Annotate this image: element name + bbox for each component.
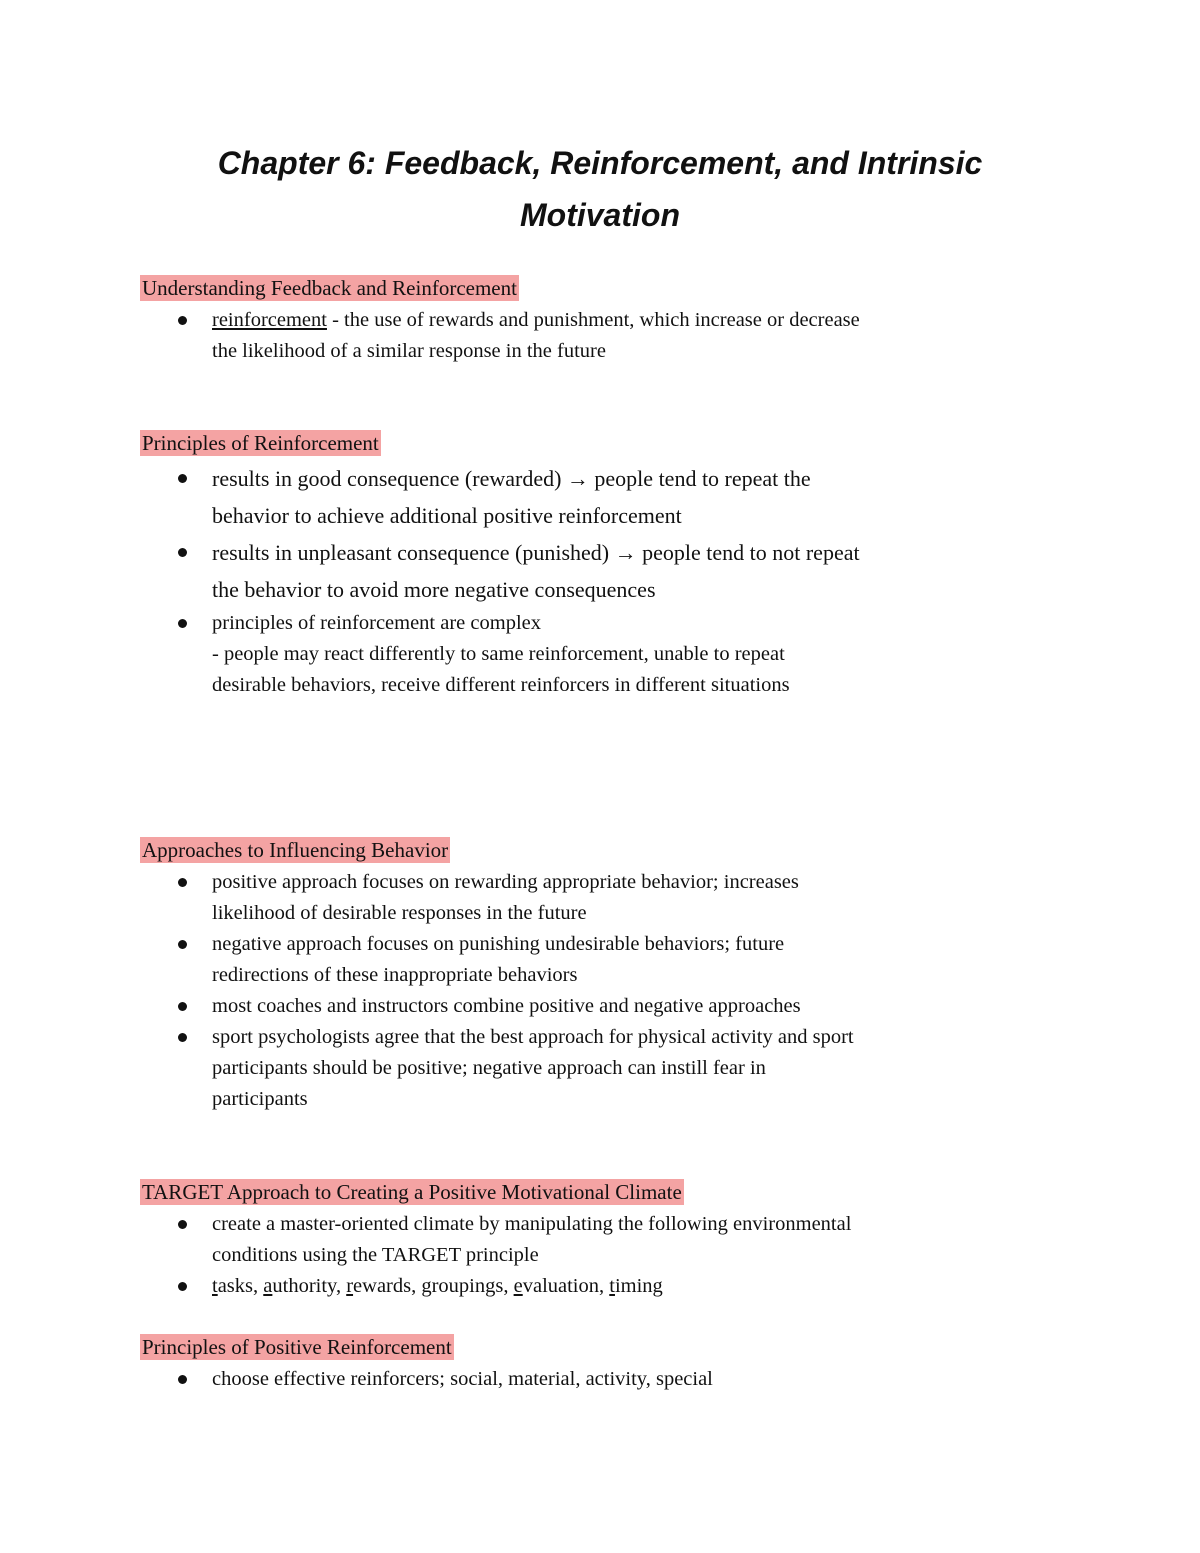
section-heading: Understanding Feedback and Reinforcement	[142, 276, 517, 300]
target-letter: g	[421, 1275, 432, 1297]
bullet-icon	[178, 1033, 187, 1042]
target-word-rest: asks	[217, 1275, 254, 1297]
target-word-authority	[263, 1275, 336, 1297]
bullet-icon	[178, 1282, 187, 1291]
section-target-approach	[140, 1179, 860, 1302]
target-word-rest: valuation	[522, 1275, 600, 1297]
list-item	[140, 929, 860, 991]
list-item	[140, 608, 860, 701]
title-line-1: Chapter 6: Feedback, Reinforcement, and Intrinsic	[217, 145, 983, 181]
bullet-list	[140, 867, 860, 1115]
bullet-icon	[178, 1220, 187, 1229]
target-word-timing	[609, 1275, 663, 1297]
list-item	[140, 305, 860, 367]
item-text: choose effective reinforcers; social, material, activity, special	[212, 1368, 713, 1390]
list-item	[140, 1022, 860, 1115]
document-title	[100, 137, 1100, 241]
item-subtext: - people may react differently to same reinforcement, unable to repeat desirable behaviors, receive different reinforcers in different situations	[212, 643, 790, 696]
target-word-rest: roupings	[431, 1275, 504, 1297]
target-word-rewards	[346, 1275, 411, 1297]
target-letter: r	[346, 1275, 354, 1297]
list-item	[140, 867, 860, 929]
bullet-icon	[178, 548, 187, 557]
section-understanding-feedback	[140, 275, 860, 367]
target-word-tasks	[212, 1275, 253, 1297]
bullet-icon	[178, 316, 187, 325]
list-item	[140, 534, 860, 608]
bullet-icon	[178, 619, 187, 628]
section-principles-of-positive-reinforcement	[140, 1334, 860, 1395]
bullet-icon	[178, 940, 187, 949]
target-letter: e	[513, 1275, 523, 1297]
section-heading: TARGET Approach to Creating a Positive Motivational Climate	[142, 1180, 682, 1204]
section-heading: Principles of Positive Reinforcement	[142, 1335, 452, 1359]
list-item	[140, 460, 860, 534]
bullet-list	[140, 1364, 860, 1395]
item-text: - the use of rewards and punishment, which increase or decrease the likelihood of a similar response in the future	[212, 309, 860, 362]
item-text: sport psychologists agree that the best approach for physical activity and sport participants should be positive; negative approach can instill fear in participants	[212, 1026, 854, 1110]
target-letter: t	[609, 1275, 615, 1297]
term-reinforcement: reinforcement	[212, 309, 327, 331]
bullet-list	[140, 305, 860, 367]
bullet-icon	[178, 1002, 187, 1011]
target-word-groupings	[421, 1275, 503, 1297]
item-text: most coaches and instructors combine positive and negative approaches	[212, 995, 801, 1017]
target-letter: t	[212, 1275, 218, 1297]
target-word-rest: iming	[614, 1275, 663, 1297]
section-principles-of-reinforcement	[140, 430, 860, 701]
bullet-icon	[178, 474, 187, 483]
item-text: positive approach focuses on rewarding appropriate behavior; increases likelihood of desirable responses in the future	[212, 871, 799, 924]
item-text: create a master-oriented climate by manipulating the following environmental conditions using the TARGET principle	[212, 1213, 852, 1266]
bullet-list	[140, 1209, 860, 1302]
bullet-icon	[178, 1375, 187, 1384]
item-text: negative approach focuses on punishing undesirable behaviors; future redirections of these inappropriate behaviors	[212, 933, 785, 986]
title-line-2: Motivation	[520, 197, 680, 233]
target-letter: a	[263, 1275, 273, 1297]
target-word-rest: ewards	[353, 1275, 412, 1297]
item-text: results in unpleasant consequence (punished) → people tend to not repeat the behavior to avoid more negative consequences	[212, 540, 860, 602]
list-item	[140, 1364, 860, 1395]
target-word-rest: uthority	[272, 1275, 336, 1297]
section-heading: Principles of Reinforcement	[142, 431, 379, 455]
section-heading: Approaches to Influencing Behavior	[142, 838, 449, 862]
bullet-list	[140, 460, 860, 701]
target-word-evaluation	[514, 1275, 599, 1297]
list-item: tasks, authority, rewards, groupings, evaluation, timing	[140, 1271, 860, 1302]
list-item	[140, 1209, 860, 1271]
bullet-icon	[178, 878, 187, 887]
item-text: principles of reinforcement are complex	[212, 612, 541, 634]
section-approaches-to-influencing-behavior	[140, 837, 860, 1115]
item-text: results in good consequence (rewarded) → people tend to repeat the behavior to achieve additional positive reinforcement	[212, 466, 811, 528]
list-item	[140, 991, 860, 1022]
